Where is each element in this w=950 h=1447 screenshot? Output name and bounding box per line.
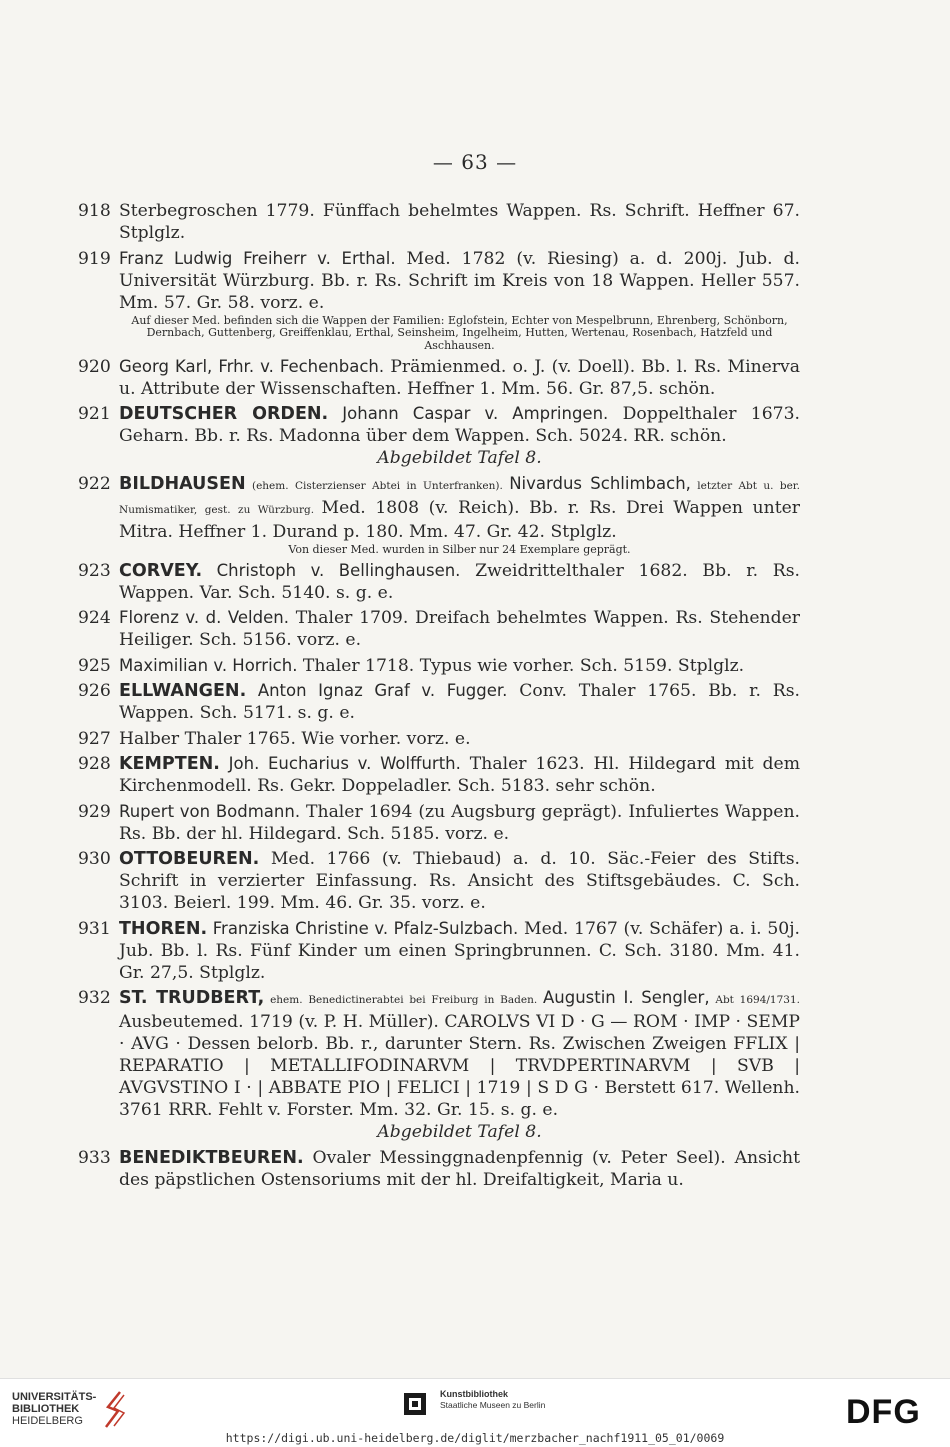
entry-person: Nivardus Schlimbach, [509, 473, 691, 493]
entry-description: Ovaler Messinggnadenpfennig (v. Peter Seel). Ansicht des päpstlichen Ostensoriums mit der hl. Dreifaltigkeit, Maria u. [119, 1147, 800, 1190]
entry-number: 925 [78, 655, 111, 676]
university-line-2: BIBLIOTHEK [12, 1403, 80, 1415]
entry-number: 932 [78, 988, 111, 1008]
catalog-entry [78, 200, 800, 244]
catalog-entry [78, 473, 800, 557]
entry-inline-note: ehem. Benedictinerabtei bei Freiburg in Baden. [264, 994, 543, 1006]
entry-description: Thaler 1694 (zu Augsburg geprägt). Infuliertes Wappen. Rs. Bb. der hl. Hildegard. Sch. 5185. vorz. e. [119, 801, 800, 844]
entry-person: Florenz v. d. Velden. [119, 608, 289, 627]
entry-heading: OTTOBEUREN. [119, 849, 260, 869]
entry-inline-note: (ehem. Cisterzienser Abtei in Unterfranken). [245, 479, 510, 492]
entry-caption: Abgebildet Tafel 8. [377, 1122, 542, 1142]
entry-person: Rupert von Bodmann. [119, 801, 301, 821]
catalog-entry [78, 1147, 800, 1191]
kb-line-1: Kunstbibliothek [440, 1389, 508, 1399]
university-logo-icon [100, 1389, 130, 1429]
catalog-entry [78, 918, 800, 984]
entry-description: Zweidrittelthaler 1682. Bb. r. Rs. Wappen. Var. Sch. 5140. s. g. e. [119, 560, 800, 603]
catalog-entry [78, 356, 800, 400]
entry-description: Thaler 1709. Dreifach behelmtes Wappen. Rs. Stehender Heiliger. Sch. 5156. vorz. e. [119, 608, 800, 650]
entry-description: Med. 1782 (v. Riesing) a. d. 200j. Jub. d. Universität Würzburg. Bb. r. Rs. Schrift im Kreis von 18 Wappen. Heller 557. Mm. 57. Gr. 58. vorz. e. [119, 248, 800, 313]
entry-number: 924 [78, 608, 111, 628]
entry-description: Sterbegroschen 1779. Fünffach behelmtes Wappen. Rs. Schrift. Heffner 67. Stplglz. [119, 201, 800, 243]
entry-number: 918 [78, 201, 111, 221]
catalog-entry [78, 403, 800, 469]
entry-heading: CORVEY. [119, 560, 203, 581]
entry-number: 927 [78, 728, 111, 749]
entry-number: 931 [78, 918, 111, 939]
entry-number: 928 [78, 754, 111, 774]
entry-person: Franz Ludwig Freiherr v. Erthal. [119, 248, 396, 268]
catalog-entry [78, 987, 800, 1143]
entry-number: 930 [78, 849, 111, 869]
page-number: — 63 — [432, 150, 518, 174]
university-line-1: UNIVERSITÄTS- [12, 1391, 97, 1403]
entry-heading: BILDHAUSEN [119, 473, 246, 494]
catalog-entry [78, 848, 800, 914]
entry-person: Georg Karl, Frhr. v. Fechenbach. [119, 356, 385, 376]
entry-description: Doppelthaler 1673. Geharn. Bb. r. Rs. Madonna über dem Wappen. Sch. 5024. RR. schön. [119, 404, 800, 446]
catalog-entry [78, 801, 800, 845]
entry-description: Thaler 1623. Hl. Hildegard mit dem Kirchenmodell. Rs. Gekr. Doppeladler. Sch. 5183. sehr schön. [119, 754, 800, 796]
source-url[interactable]: https://digi.ub.uni-heidelberg.de/diglit/merzbacher_nachf1911_05_01/0069 [225, 1431, 725, 1445]
entry-inline-note-2: letzter Abt u. ber. Numismatiker, gest. zu Würzburg. [119, 479, 800, 516]
entry-description: Thaler 1718. Typus wie vorher. Sch. 5159. Stplglz. [297, 655, 745, 676]
university-library-logo[interactable] [12, 1391, 96, 1427]
entry-description: Med. 1767 (v. Schäfer) a. i. 50j. Jub. Bb. l. Rs. Fünf Kinder um einen Springbrunnen. C. Sch. 3180. Mm. 41. Gr. 27,5. Stplglz. [119, 918, 800, 983]
entry-footnote: Auf dieser Med. befinden sich die Wappen der Familien: Eglofstein, Echter von Mespelbrunn, Ehrenberg, Schönborn, Dernbach, Guttenberg, Greiffenklau, Erthal, Seinsheim, Ingelheim, Hutten, Wertenau, Rosenbach, Hatzfeld und Aschhausen. [131, 313, 788, 352]
catalog-entry [78, 728, 800, 750]
catalog-entry [78, 607, 800, 651]
entry-person: Anton Ignaz Graf v. Fugger. [246, 681, 508, 700]
entry-number: 921 [78, 404, 111, 424]
entry-person: Augustin I. Sengler, [542, 988, 710, 1007]
entry-number: 929 [78, 801, 111, 822]
entry-description: Prämienmed. o. J. (v. Doell). Bb. l. Rs. Minerva u. Attribute der Wissenschaften. Heffner 1. Mm. 56. Gr. 87,5. schön. [119, 356, 800, 399]
entry-person: Johann Caspar v. Ampringen. [328, 404, 609, 423]
entry-number: 922 [78, 473, 111, 494]
entry-number: 923 [78, 560, 111, 581]
entry-description: Conv. Thaler 1765. Bb. r. Rs. Wappen. Sch. 5171. s. g. e. [119, 681, 800, 723]
entry-person: Franziska Christine v. Pfalz-Sulzbach. [207, 918, 519, 938]
entry-description: Halber Thaler 1765. Wie vorher. vorz. e. [119, 728, 471, 749]
entry-description: Ausbeutemed. 1719 (v. P. H. Müller). CAROLVS VI D · G — ROM · IMP · SEMP · AVG · Dessen belorb. Bb. r., darunter Stern. Rs. Zwischen Zweigen FFLIX | REPARATIO | METALLIFODINARVM | TRVDPERTINARVM | SVB | AVGVSTINO I · | ABBATE PIO | FELICI | 1719 | S D G · Berstett 617. Wellenh. 3761 RRR. Fehlt v. Forster. Mm. 32. Gr. 15. s. g. e. [119, 1012, 800, 1120]
entry-heading: KEMPTEN. [119, 754, 220, 774]
university-line-3: HEIDELBERG [12, 1415, 83, 1427]
catalog-entry [78, 560, 800, 604]
entry-number: 919 [78, 248, 111, 269]
entry-heading: BENEDIKTBEUREN. [119, 1147, 304, 1168]
entry-heading: ST. TRUDBERT, [119, 988, 265, 1008]
entry-footnote: Von dieser Med. wurden in Silber nur 24 Exemplare geprägt. [288, 542, 631, 556]
entry-description: Med. 1808 (v. Reich). Bb. r. Rs. Drei Wappen unter Mitra. Heffner 1. Durand p. 180. Mm. 47. Gr. 42. Stplglz. [119, 497, 800, 542]
entry-number: 920 [78, 356, 111, 377]
kb-line-2: Staatliche Museen zu Berlin [440, 1400, 546, 1410]
entry-person: Maximilian v. Horrich. [119, 655, 298, 675]
entry-number: 926 [78, 681, 111, 701]
catalog-entries [78, 200, 800, 1194]
catalog-entry [78, 753, 800, 797]
dfg-logo[interactable]: DFG [846, 1393, 921, 1431]
catalog-entry [78, 655, 800, 677]
kunstbibliothek-logo-icon [404, 1393, 426, 1415]
catalog-entry [78, 248, 800, 353]
entry-person: Joh. Eucharius v. Wolffurth. [219, 754, 461, 773]
entry-caption: Abgebildet Tafel 8. [377, 448, 542, 468]
entry-heading: THOREN. [119, 918, 208, 939]
entry-inline-note-2: Abt 1694/1731. [709, 994, 800, 1006]
entry-person: Christoph v. Bellinghausen. [202, 560, 461, 580]
catalog-entry [78, 680, 800, 724]
entry-heading: DEUTSCHER ORDEN. [119, 404, 329, 424]
entry-description: Med. 1766 (v. Thiebaud) a. d. 10. Säc.-Feier des Stifts. Schrift in verzierter Einfassung. Rs. Ansicht des Stiftsgebäudes. C. Sch. 3103. Beierl. 199. Mm. 46. Gr. 35. vorz. e. [119, 849, 800, 913]
footer-bar [0, 1378, 950, 1447]
entry-heading: ELLWANGEN. [119, 681, 247, 701]
kunstbibliothek-logo[interactable] [440, 1389, 545, 1411]
entry-number: 933 [78, 1147, 111, 1168]
